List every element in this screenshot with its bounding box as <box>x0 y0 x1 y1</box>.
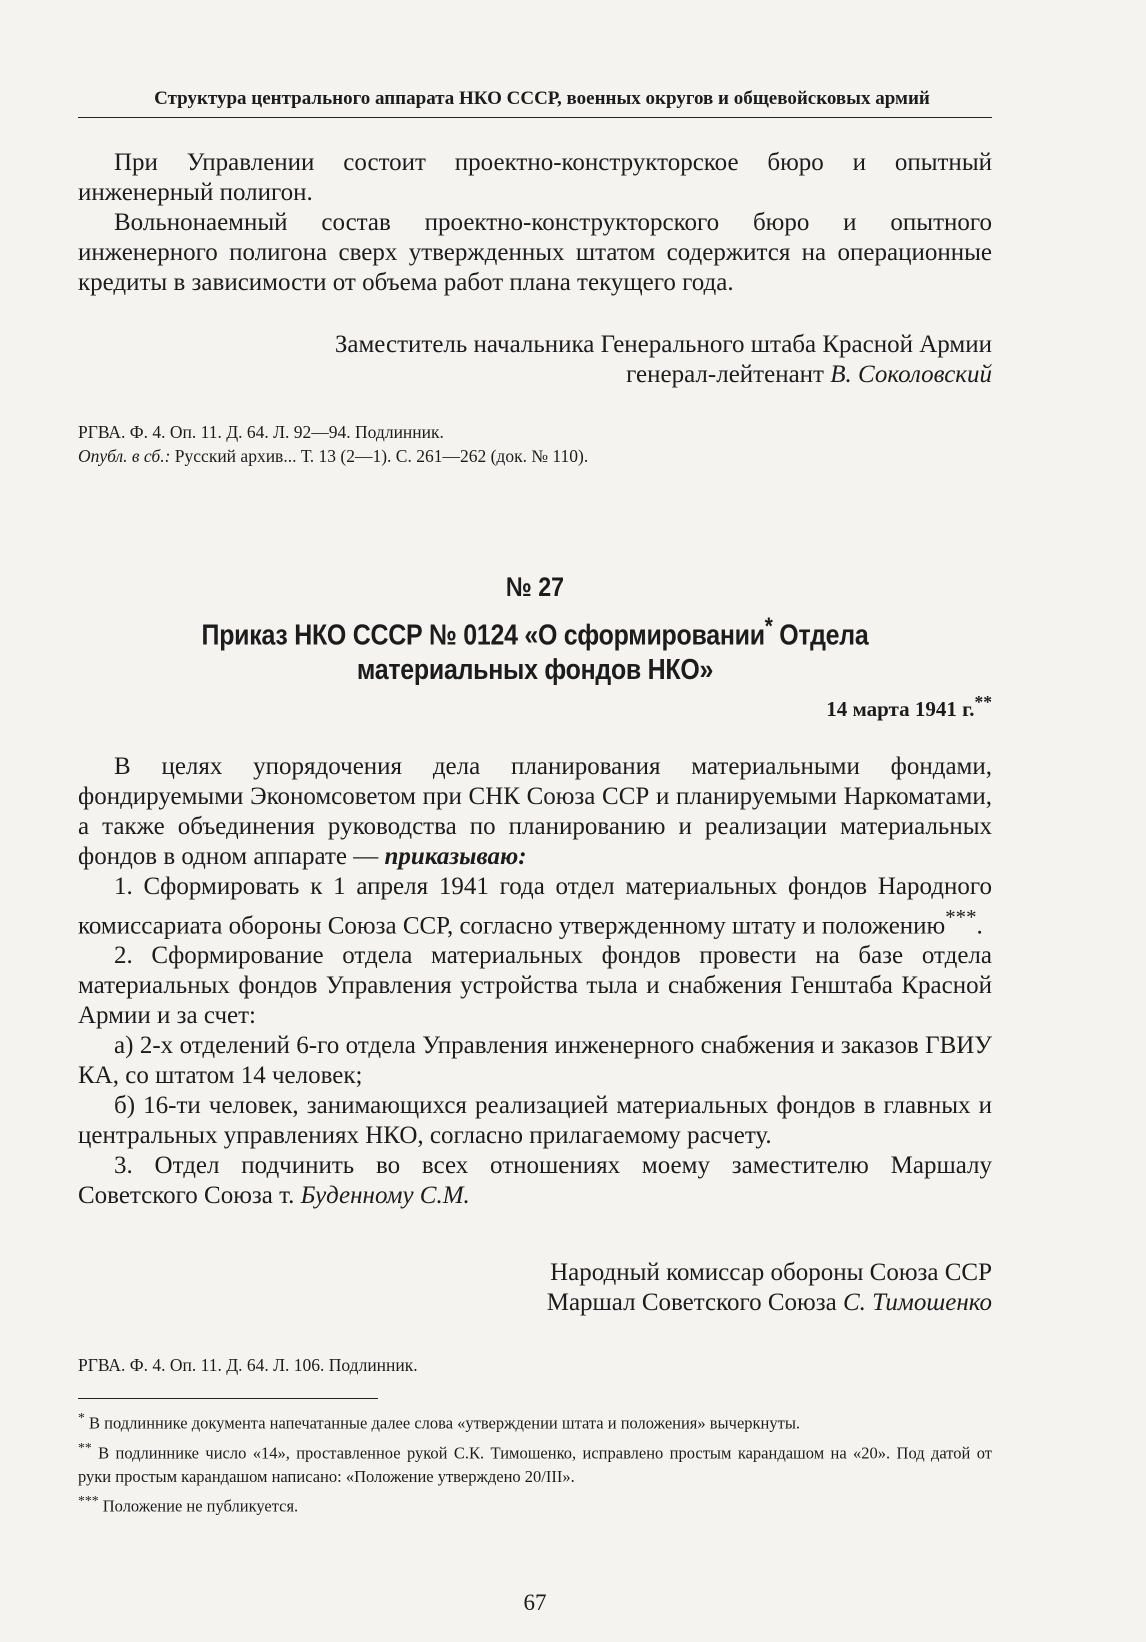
footnote <box>78 1489 992 1519</box>
order-intro <box>78 752 992 872</box>
order-item-3 <box>78 1151 992 1211</box>
top-section-body <box>78 148 992 298</box>
footnote-text: Положение не публикуется. <box>102 1496 299 1516</box>
footnote-text: В подлиннике число «14», проставленное рукой С.К. Тимошенко, исправлено простым карандашом на «20». Под датой от руки простым карандашом написано: «Положение утверждено 20/III». <box>78 1443 993 1486</box>
title-footnote-mark: * <box>764 613 773 640</box>
header-rule <box>78 117 992 118</box>
footnote <box>78 1436 992 1490</box>
order-archive-source: РГВА. Ф. 4. Оп. 11. Д. 64. Л. 106. Подлинник. <box>78 1355 418 1375</box>
document-date <box>826 692 992 722</box>
signature-name: С. Тимошенко <box>842 1289 992 1316</box>
intro-text: В целях упорядочения дела планирования материальными фондами, фондируемыми Экономсоветом при СНК Союза ССР и планируемыми Наркоматами, а также объединения руководства по планированию и реализации материальных фондов в одном аппарате — <box>78 753 992 870</box>
order-item-1: 1. Сформировать к 1 апреля 1941 года отдел материальных фондов Народного комиссариата обороны Союза ССР, согласно утвержденному штату и положению***. <box>78 873 992 940</box>
title-part-2: Отдела материальных фондов НКО» <box>356 619 869 686</box>
document-page <box>78 0 992 1642</box>
signature-name-line <box>78 360 992 390</box>
page-number: 67 <box>523 1590 547 1615</box>
footnote-mark: * <box>78 1410 85 1425</box>
order-item-2: 2. Сформирование отдела материальных фондов провести на базе отдела материальных фондов Управления устройства тыла и снабжения Генштаба Красной Армии и за счет: <box>78 942 992 1030</box>
footnote <box>78 1406 992 1436</box>
running-header: Структура центрального аппарата НКО СССР, военных округов и общевойсковых армий <box>154 88 930 109</box>
title-part-1: Приказ НКО СССР № 0124 «О сформировании <box>201 619 765 652</box>
order-body <box>78 752 992 1211</box>
order-item-2a: а) 2-х отделений 6-го отдела Управления инженерного снабжения и заказов ГВИУ КА, со штатом 14 человек; <box>78 1032 992 1090</box>
order-word: приказываю: <box>384 843 527 870</box>
published-text: Русский архив... Т. 13 (2—1). С. 261—262 (док. № 110). <box>174 446 589 466</box>
published-label: Опубл. в сб.: <box>78 446 171 466</box>
signature-rank: Маршал Советского Союза <box>546 1289 837 1316</box>
footnote-rule <box>78 1398 378 1399</box>
footnote-text: В подлиннике документа напечатанные далее слова «утверждении штата и положения» вычеркнуты. <box>89 1413 801 1433</box>
order-signature-block <box>78 1258 992 1318</box>
document-number: № 27 <box>505 572 565 602</box>
signature-title: Заместитель начальника Генерального штаба Красной Армии <box>334 331 992 358</box>
footnote-mark: *** <box>78 1493 99 1508</box>
item-3-name: Буденному С.М. <box>300 1182 470 1210</box>
publication-source <box>78 444 992 468</box>
item-1-footnote-mark: *** <box>945 905 977 929</box>
paragraph: При Управлении состоит проектно-конструкторское бюро и опытный инженерный полигон. <box>78 149 992 206</box>
signature-block <box>78 330 992 390</box>
signature-name-line <box>78 1288 992 1318</box>
order-item-2b: б) 16-ти человек, занимающихся реализацией материальных фондов в главных и центральных управлениях НКО, согласно прилагаемому расчету. <box>78 1092 992 1150</box>
paragraph: Вольнонаемный состав проектно-конструкторского бюро и опытного инженерного полигона сверх утвержденных штатом содержится на операционные кредиты в зависимости от объема работ плана текущего года. <box>78 209 992 296</box>
item-1-text: 1. Сформировать к 1 апреля 1941 года отдел материальных фондов Народного комиссариата обороны Союза ССР, согласно утвержденному штату и положению <box>78 873 992 940</box>
footnote-mark: ** <box>78 1439 92 1455</box>
signature-rank: генерал-лейтенант <box>626 361 824 388</box>
archive-source: РГВА. Ф. 4. Оп. 11. Д. 64. Л. 92—94. Подлинник. <box>78 422 444 442</box>
date-footnote-mark: ** <box>974 692 992 712</box>
footnotes <box>78 1406 992 1519</box>
item-3-text: 3. Отдел подчинить во всех отношениях моему заместителю Маршалу Советского Союза т. <box>78 1152 992 1210</box>
source-block <box>78 420 992 468</box>
signature-name: В. Соколовский <box>830 361 992 388</box>
document-title <box>125 610 945 687</box>
date-text: 14 марта 1941 г. <box>826 697 975 721</box>
signature-title: Народный комиссар обороны Союза ССР <box>550 1259 992 1286</box>
